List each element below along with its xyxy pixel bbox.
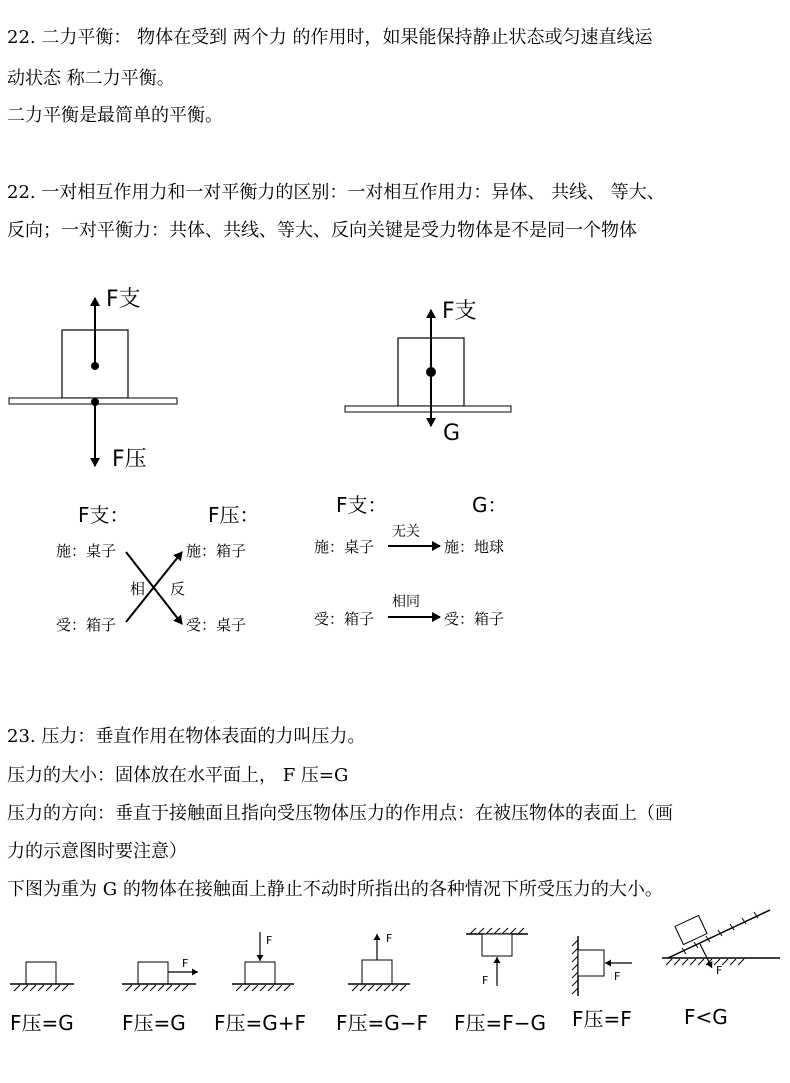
sec23-line4: 力的示意图时要注意） xyxy=(7,841,187,862)
cell: 施：桌子 xyxy=(314,538,375,556)
case-5 xyxy=(466,928,528,987)
head-f-support: F支： xyxy=(336,493,388,517)
cell: 受：箱子 xyxy=(314,610,375,628)
eq-5: F压=F−G xyxy=(454,1011,547,1035)
force-point xyxy=(91,398,99,406)
force-point xyxy=(91,362,99,370)
cell: 施：箱子 xyxy=(186,542,247,560)
cross-label-left: 相 xyxy=(130,580,146,598)
force-point xyxy=(426,367,436,377)
f-label: F xyxy=(716,964,723,977)
fig1-right-diagram xyxy=(345,299,511,446)
cell: 受：桌子 xyxy=(186,616,247,634)
sec23-line5: 下图为重为 G 的物体在接触面上静止不动时所指出的各种情况下所受压力的大小。 xyxy=(7,879,663,900)
f-label: F xyxy=(482,974,489,987)
f-label: F xyxy=(386,932,393,945)
cross-label-right: 反 xyxy=(170,580,186,598)
head-f-support: F支： xyxy=(78,503,130,527)
case-7 xyxy=(662,910,780,977)
sec22b-line1: 22. 一对相互作用力和一对平衡力的区别：一对相互作用力：异体、 共线、 等大、 xyxy=(7,182,665,203)
eq-1: F压=G xyxy=(10,1011,74,1035)
right-top-force-label: F支 xyxy=(442,299,477,324)
sec23-line3: 压力的方向：垂直于接触面且指向受压物体压力的作用点：在被压物体的表面上（画 xyxy=(7,803,673,824)
cell: 受：箱子 xyxy=(56,616,117,634)
eq-4: F压=G−F xyxy=(336,1011,429,1035)
table-surface xyxy=(345,406,511,412)
sec22a-line3: 二力平衡是最简单的平衡。 xyxy=(7,105,223,126)
eq-2: F压=G xyxy=(122,1011,186,1035)
f-label: F xyxy=(614,970,621,983)
case-4 xyxy=(348,932,410,991)
arrow-label-unrelated: 无关 xyxy=(392,524,420,540)
case-1 xyxy=(10,962,74,991)
arrow-label-same: 相同 xyxy=(392,594,420,610)
left-top-force-label: F支 xyxy=(106,287,141,312)
sec23-line2: 压力的大小：固体放在水平面上， F 压=G xyxy=(7,765,349,786)
cell: 受：箱子 xyxy=(444,610,505,628)
case-equations xyxy=(10,1005,728,1035)
sec22a-line2: 动状态 称二力平衡。 xyxy=(7,68,175,89)
head-f-pressure: F压： xyxy=(208,503,260,527)
cell: 施：桌子 xyxy=(56,542,117,560)
case-6 xyxy=(572,936,632,996)
sec22a-line1: 22. 二力平衡： 物体在受到 两个力 的作用时，如果能保持静止状态或匀速直线运 xyxy=(7,27,653,48)
case-2 xyxy=(122,957,198,991)
eq-6: F压=F xyxy=(572,1007,632,1031)
head-gravity: G： xyxy=(472,493,508,517)
case-3 xyxy=(232,932,294,991)
left-bottom-force-label: F压 xyxy=(112,447,147,472)
fig2-left-table xyxy=(56,503,260,634)
eq-7: F<G xyxy=(684,1005,728,1029)
cell: 施：地球 xyxy=(444,538,505,556)
fig1-left-diagram xyxy=(9,287,177,472)
right-bottom-force-label: G xyxy=(443,421,461,446)
eq-3: F压=G+F xyxy=(214,1011,307,1035)
f-label: F xyxy=(266,934,273,947)
f-label: F xyxy=(182,957,189,970)
fig2-right-table xyxy=(314,493,508,628)
sec23-line1: 23. 压力：垂直作用在物体表面的力叫压力。 xyxy=(7,726,366,747)
sec22b-line2: 反向；一对平衡力：共体、共线、等大、反向关键是受力物体是不是同一个物体 xyxy=(7,220,637,241)
